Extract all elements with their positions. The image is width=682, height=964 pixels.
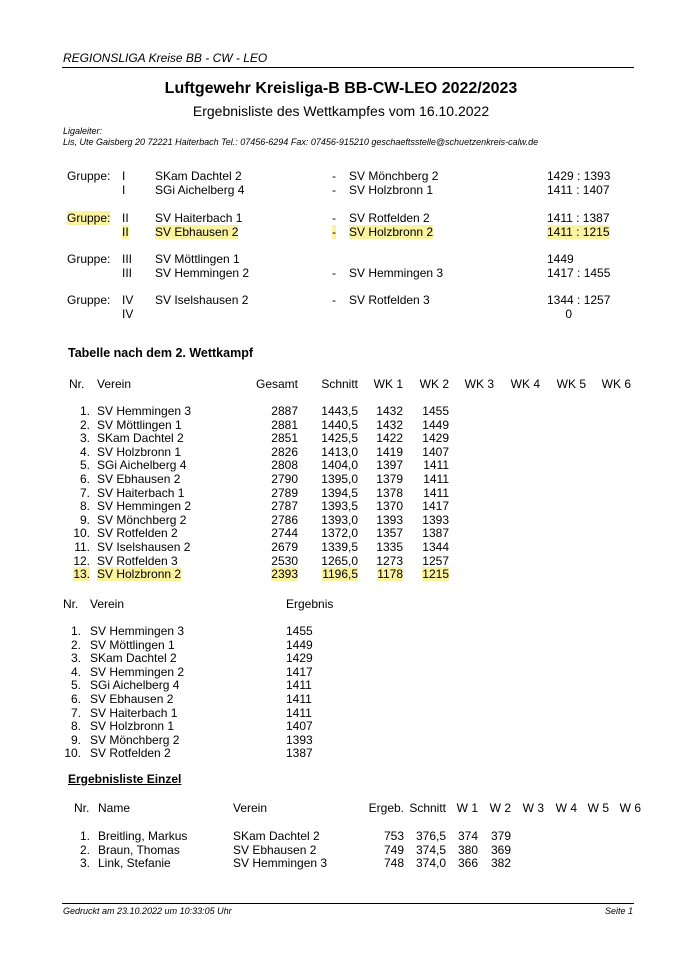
group-home-team: SV Hemmingen 2: [155, 266, 250, 280]
standings-cell: 1394,5: [321, 485, 358, 500]
group-away-team: SV Mönchberg 2: [349, 169, 439, 183]
standings-cell: 2881: [271, 417, 298, 432]
standings-cell: 1449: [422, 417, 449, 432]
standings-cell: SV Rotfelden 2: [97, 526, 178, 541]
standings-header-8: WK 5: [556, 377, 586, 391]
standings-header-4: WK 1: [373, 377, 403, 391]
highlight: 13.: [73, 567, 90, 582]
results-cell: 10.: [64, 746, 81, 761]
standings-cell: 2744: [271, 526, 298, 541]
results-cell: 2.: [70, 637, 81, 652]
standings-cell: 12.: [73, 553, 90, 568]
results-cell: 1429: [286, 651, 313, 666]
results-cell: 1407: [286, 719, 313, 734]
standings-cell: SV Hemmingen 3: [97, 404, 192, 418]
group-away-team: [349, 225, 433, 239]
standings-cell: 1395,0: [321, 472, 358, 486]
standings-cell: SV Mönchberg 2: [97, 512, 187, 527]
group-score: 1449: [547, 252, 574, 266]
standings-cell: 2851: [271, 431, 298, 446]
group-label: Gruppe:: [67, 252, 111, 266]
highlight: -: [332, 225, 336, 239]
leader-info: Lis, Ute Gaisberg 20 72221 Haiterbach Tel.: 07456-6294 Fax: 07456-915210 geschaeftsstelle@schuetzenkreis-calw.de: [63, 137, 539, 147]
einzel-cell: 3.: [79, 856, 90, 871]
standings-header-2: Gesamt: [255, 377, 298, 391]
standings-cell: 2808: [271, 458, 298, 473]
results-cell: SV Haiterbach 1: [90, 705, 178, 720]
einzel-header-3: Ergeb.: [368, 801, 404, 815]
group-separator: -: [332, 266, 336, 280]
standings-cell: 7.: [79, 485, 90, 500]
group-number: III: [122, 266, 133, 280]
standings-cell: 1413,0: [321, 444, 358, 459]
standings-cell: SV Iselshausen 2: [97, 540, 191, 554]
page-title: Luftgewehr Kreisliga-B BB-CW-LEO 2022/2023: [164, 80, 518, 97]
standings-cell: 9.: [79, 512, 90, 527]
results-cell: 4.: [70, 664, 81, 679]
group-number: III: [122, 252, 133, 266]
results-cell: 1411: [286, 692, 312, 706]
einzel-header-9: W 5: [587, 801, 609, 815]
standings-cell: [97, 567, 181, 581]
results-header-ergebnis: Ergebnis: [286, 597, 334, 611]
einzel-cell: Breitling, Markus: [98, 829, 188, 843]
results-cell: 3.: [70, 651, 81, 666]
group-away-team: SV Rotfelden 2: [349, 211, 430, 225]
einzel-header-1: Name: [98, 801, 131, 815]
league-name: REGIONSLIGA Kreise BB - CW - LEO: [63, 51, 268, 65]
group-home-team: SGi Aichelberg 4: [155, 183, 245, 197]
standings-cell: 2790: [271, 472, 298, 486]
standings-cell: 1387: [422, 526, 449, 541]
results-cell: 5.: [70, 678, 81, 693]
einzel-cell: 369: [490, 842, 511, 857]
standings-cell: 1344: [422, 540, 449, 554]
highlight: SV Holzbronn 2: [97, 567, 182, 582]
group-away-team: SV Holzbronn 1: [349, 183, 434, 197]
group-label: Gruppe:: [67, 169, 111, 183]
page-subtitle: Ergebnisliste des Wettkampfes vom 16.10.2022: [192, 103, 490, 119]
einzel-header-10: W 6: [619, 801, 641, 815]
group-number: IV: [122, 293, 134, 307]
einzel-cell: Braun, Thomas: [98, 842, 180, 857]
results-cell: 7.: [70, 705, 81, 720]
einzel-cell: SV Ebhausen 2: [233, 842, 317, 857]
group-number: II: [122, 211, 129, 225]
standings-header-3: Schnitt: [321, 377, 358, 391]
standings-cell: SV Ebhausen 2: [97, 472, 181, 486]
einzel-cell: 366: [457, 856, 478, 871]
standings-cell: SV Hemmingen 2: [97, 499, 192, 514]
highlight: Gruppe:: [67, 211, 111, 225]
standings-cell: 1443,5: [321, 404, 358, 418]
standings-cell: 2826: [271, 444, 298, 459]
group-home-team: SV Möttlingen 1: [155, 252, 240, 266]
standings-cell: SKam Dachtel 2: [97, 431, 184, 446]
standings-cell: 1411: [423, 485, 449, 500]
highlight: 2393: [271, 567, 298, 582]
results-cell: 1411: [286, 705, 312, 720]
group-away-team: SV Hemmingen 3: [349, 266, 444, 280]
standings-cell: 1422: [376, 431, 403, 446]
standings-cell: 2530: [271, 553, 298, 568]
standings-cell: 2787: [271, 499, 298, 514]
group-score: 1429 : 1393: [547, 169, 611, 183]
results-cell: SV Mönchberg 2: [90, 732, 180, 747]
standings-header-0: Nr.: [69, 377, 85, 391]
results-cell: 1387: [286, 746, 313, 761]
group-score: 1411 : 1407: [547, 183, 610, 197]
einzel-cell: SV Hemmingen 3: [233, 856, 328, 871]
group-home-team: SV Iselshausen 2: [155, 293, 249, 307]
group-label: Gruppe:: [67, 293, 111, 307]
einzel-cell: 1.: [79, 829, 90, 843]
standings-cell: 1440,5: [321, 417, 358, 432]
results-header-verein: Verein: [90, 597, 125, 611]
results-cell: 1393: [286, 732, 313, 747]
einzel-cell: SKam Dachtel 2: [233, 829, 320, 843]
standings-cell: 1397: [376, 458, 403, 473]
standings-cell: [10, 567, 90, 581]
standings-cell: 1411: [423, 458, 449, 473]
standings-cell: 1407: [422, 444, 449, 459]
group-separator: [332, 225, 336, 239]
results-cell: 1.: [70, 624, 81, 638]
group-separator: -: [332, 169, 336, 183]
standings-cell: 1404,0: [321, 458, 358, 473]
group-separator: -: [332, 293, 336, 307]
standings-cell: SV Haiterbach 1: [97, 485, 185, 500]
standings-cell: 11.: [74, 540, 90, 554]
group-separator: -: [332, 183, 336, 197]
standings-cell: 10.: [73, 526, 90, 541]
standings-cell: 2789: [271, 485, 298, 500]
results-cell: SKam Dachtel 2: [90, 651, 177, 666]
standings-cell: 1339,5: [321, 540, 358, 554]
einzel-cell: 376,5: [415, 829, 446, 843]
einzel-title: Ergebnisliste Einzel: [68, 772, 182, 786]
results-cell: SV Möttlingen 1: [90, 637, 175, 652]
highlight: SV Holzbronn 2: [349, 225, 434, 239]
standings-cell: 5.: [79, 458, 90, 473]
einzel-cell: 748: [383, 856, 404, 871]
standings-header-9: WK 6: [601, 377, 631, 391]
results-cell: 6.: [70, 692, 81, 706]
einzel-header-4: Schnitt: [409, 801, 446, 815]
standings-cell: 1257: [422, 553, 449, 568]
results-cell: SV Hemmingen 2: [90, 664, 185, 679]
standings-cell: 6.: [79, 472, 90, 486]
einzel-header-6: W 2: [489, 801, 511, 815]
standings-cell: 1370: [376, 499, 403, 514]
results-header-nr: Nr.: [63, 597, 79, 611]
standings-header-1: Verein: [97, 377, 132, 391]
einzel-cell: 380: [457, 842, 478, 857]
standings-cell: 1425,5: [321, 431, 358, 446]
header-rule: [62, 67, 634, 68]
einzel-header-8: W 4: [555, 801, 577, 815]
group-score: 1411 : 1387: [547, 211, 610, 225]
einzel-cell: 382: [490, 856, 511, 871]
standings-cell: SGi Aichelberg 4: [97, 458, 187, 473]
group-number: I: [122, 169, 126, 183]
group-number: I: [122, 183, 126, 197]
group-home-team: SV Haiterbach 1: [155, 211, 243, 225]
highlight: 1178: [377, 567, 403, 582]
group-label: [67, 211, 110, 225]
print-date: Gedruckt am 23.10.2022 um 10:33:05 Uhr: [63, 906, 232, 916]
results-cell: SGi Aichelberg 4: [90, 678, 180, 693]
standings-cell: 1429: [422, 431, 449, 446]
standings-cell: 1393,5: [321, 499, 358, 514]
einzel-header-0: Nr.: [74, 801, 90, 815]
group-score: [547, 225, 610, 239]
table-title: Tabelle nach dem 2. Wettkampf: [68, 346, 254, 360]
group-score: 0: [565, 307, 572, 321]
results-cell: 1449: [286, 637, 313, 652]
standings-cell: 2.: [79, 417, 90, 432]
standings-cell: 1372,0: [321, 526, 358, 541]
results-cell: SV Rotfelden 2: [90, 746, 171, 761]
results-cell: SV Ebhausen 2: [90, 692, 174, 706]
standings-cell: 1393,0: [321, 512, 358, 527]
results-cell: 9.: [70, 732, 81, 747]
standings-cell: SV Rotfelden 3: [97, 553, 178, 568]
leader-label: Ligaleiter:: [63, 126, 103, 136]
einzel-cell: 374,5: [415, 842, 446, 857]
einzel-cell: 753: [383, 829, 404, 843]
standings-cell: 1432: [376, 404, 403, 418]
standings-cell: 1265,0: [321, 553, 358, 568]
standings-cell: 2679: [271, 540, 298, 554]
standings-cell: 1455: [422, 404, 449, 418]
group-away-team: SV Rotfelden 3: [349, 293, 430, 307]
standings-cell: 1419: [376, 444, 403, 459]
standings-cell: 3.: [79, 431, 90, 446]
highlight: II: [122, 225, 129, 239]
results-cell: SV Holzbronn 1: [90, 719, 175, 734]
group-score: 1417 : 1455: [547, 266, 611, 280]
einzel-header-2: Verein: [233, 801, 268, 815]
standings-cell: 1.: [79, 404, 90, 418]
standings-cell: SV Möttlingen 1: [97, 417, 182, 432]
einzel-cell: 374: [457, 829, 478, 843]
standings-cell: SV Holzbronn 1: [97, 444, 182, 459]
results-cell: 1417: [286, 664, 313, 679]
einzel-header-7: W 3: [522, 801, 544, 815]
einzel-header-5: W 1: [456, 801, 478, 815]
results-cell: 1411: [286, 678, 312, 693]
standings-cell: 1417: [422, 499, 449, 514]
standings-cell: 1432: [376, 417, 403, 432]
group-separator: -: [332, 211, 336, 225]
group-home-team: [155, 225, 238, 239]
standings-cell: 1378: [376, 485, 403, 500]
standings-cell: 2786: [271, 512, 298, 527]
standings-cell: 1379: [376, 472, 403, 486]
group-number: IV: [122, 307, 134, 321]
standings-cell: 1411: [423, 472, 449, 486]
standings-cell: 1335: [376, 540, 403, 554]
standings-cell: 1393: [376, 512, 403, 527]
footer-rule: [62, 903, 634, 904]
results-cell: 8.: [70, 719, 81, 734]
einzel-cell: 749: [383, 842, 404, 857]
standings-cell: 2887: [271, 404, 298, 418]
einzel-cell: 379: [490, 829, 511, 843]
standings-cell: 8.: [79, 499, 90, 514]
standings-cell: 1357: [376, 526, 403, 541]
page-number: Seite 1: [604, 906, 633, 916]
highlight: 1196,5: [322, 567, 358, 582]
standings-header-6: WK 3: [464, 377, 494, 391]
standings-header-7: WK 4: [510, 377, 540, 391]
highlight: 1411 : 1215: [547, 225, 610, 239]
highlight: SV Ebhausen 2: [155, 225, 239, 239]
standings-cell: 1273: [376, 553, 403, 568]
results-cell: 1455: [286, 624, 313, 638]
highlight: 1215: [422, 567, 449, 582]
group-score: 1344 : 1257: [547, 293, 611, 307]
results-cell: SV Hemmingen 3: [90, 624, 185, 638]
standings-header-5: WK 2: [419, 377, 449, 391]
standings-cell: 4.: [79, 444, 90, 459]
einzel-cell: 374,0: [415, 856, 446, 871]
standings-cell: [369, 567, 449, 581]
group-number: [122, 225, 129, 239]
einzel-cell: 2.: [79, 842, 90, 857]
einzel-cell: Link, Stefanie: [98, 856, 171, 871]
standings-cell: 1393: [422, 512, 449, 527]
group-home-team: SKam Dachtel 2: [155, 169, 242, 183]
